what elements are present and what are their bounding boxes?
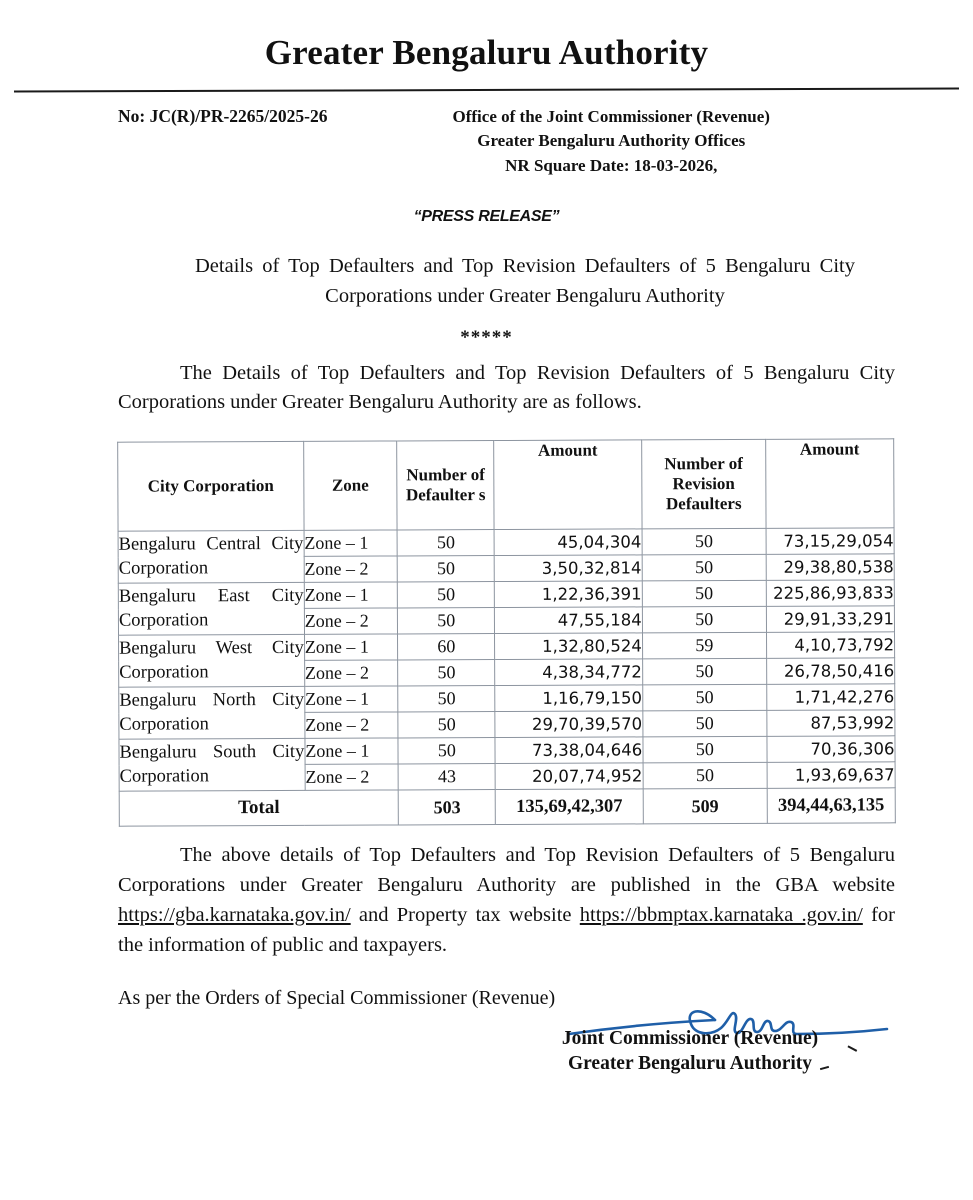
cell-amount-revision: 87,53,992: [767, 710, 895, 737]
cell-city-corporation: Bengaluru North City Corporation: [119, 686, 305, 739]
cell-number-of-defaulters: 50: [397, 556, 494, 582]
cell-number-of-revision-defaulters: 50: [642, 554, 766, 581]
column-header-amount: Amount: [494, 440, 642, 530]
cell-amount: 45,04,304: [494, 529, 641, 556]
closing-text-part-3: for the information of public and taxpayers.: [118, 903, 895, 956]
cell-zone: Zone – 2: [305, 712, 399, 738]
cell-number-of-revision-defaulters: 50: [642, 528, 766, 555]
defaulters-table: [117, 438, 896, 826]
cell-amount: 20,07,74,952: [496, 763, 643, 790]
cell-number-of-defaulters: 50: [397, 582, 494, 608]
masthead: [0, 0, 973, 73]
cell-zone: Zone – 1: [305, 686, 399, 712]
cell-number-of-defaulters: 50: [398, 686, 495, 712]
cell-city-corporation: Bengaluru Central City Corporation: [118, 530, 304, 583]
cell-city-corporation: Bengaluru East City Corporation: [118, 582, 304, 635]
table-body: [118, 528, 895, 826]
column-header-number-of-revision-defaulters: Number of Revision Defaulters: [641, 439, 766, 529]
cell-number-of-revision-defaulters: 50: [642, 658, 766, 685]
orders-line: As per the Orders of Special Commissioner (Revenue): [118, 986, 556, 1009]
closing-text-part-2: and Property tax website: [358, 903, 572, 926]
defaulters-table-container: [117, 438, 896, 826]
cell-zone: Zone – 2: [304, 660, 398, 686]
cell-amount: 73,38,04,646: [495, 737, 642, 764]
table-total-row: [119, 788, 895, 826]
signatory-organization: Greater Bengaluru Authority: [567, 1053, 813, 1075]
cell-total-label: Total: [119, 790, 398, 826]
cell-total-defaulters: 503: [398, 790, 495, 825]
table-row: [118, 580, 894, 609]
cell-total-revision-amount: 394,44,63,135: [767, 788, 895, 824]
cell-number-of-defaulters: 50: [398, 660, 495, 686]
cell-zone: Zone – 1: [304, 634, 398, 660]
cell-number-of-defaulters: 50: [398, 712, 495, 738]
reference-number: No: JC(R)/PR-2265/2025-26: [118, 105, 328, 126]
office-line-1: Office of the Joint Commissioner (Revenue): [452, 106, 770, 126]
cell-number-of-revision-defaulters: 50: [643, 736, 767, 763]
cell-amount-revision: 1,93,69,637: [767, 762, 895, 789]
table-head: [118, 439, 894, 531]
signatory-designation: Joint Commissioner (Revenue): [561, 1028, 819, 1049]
letterhead-meta: [0, 105, 973, 179]
cell-amount: 3,50,32,814: [495, 555, 642, 582]
cell-amount: 1,16,79,150: [495, 685, 642, 712]
cell-amount: 29,70,39,570: [495, 711, 642, 738]
table-header-row: [118, 439, 894, 531]
header-divider: [14, 87, 959, 92]
press-release-label: “PRESS RELEASE”: [413, 208, 560, 226]
cell-number-of-defaulters: 60: [398, 634, 495, 660]
signature-block: [520, 1026, 860, 1077]
cell-number-of-revision-defaulters: 59: [642, 632, 766, 659]
table-row: [119, 632, 895, 661]
property-tax-website-link[interactable]: https://bbmptax.karnataka .gov.in/: [579, 903, 863, 926]
table-row: [118, 528, 894, 557]
cell-amount-revision: 70,36,306: [767, 736, 895, 763]
cell-zone: Zone – 2: [304, 608, 398, 634]
subject-line: Details of Top Defaulters and Top Revision Defaulters of 5 Bengaluru City Corporations under Greater Bengaluru Authority: [195, 255, 855, 307]
cell-amount-revision: 29,91,33,291: [766, 606, 894, 633]
cell-zone: Zone – 1: [304, 582, 398, 608]
office-line-3: NR Square Date: 18-03-2026,: [505, 155, 718, 175]
cell-amount-revision: 225,86,93,833: [766, 580, 894, 607]
column-header-city-corporation: City Corporation: [118, 441, 304, 531]
cell-amount: 1,32,80,524: [495, 633, 642, 660]
star-separator: *****: [460, 326, 513, 348]
table-row: [119, 684, 895, 713]
cell-number-of-revision-defaulters: 50: [642, 580, 766, 607]
office-line-2: Greater Bengaluru Authority Offices: [477, 131, 746, 151]
cell-number-of-revision-defaulters: 50: [642, 606, 766, 633]
page-title: Greater Bengaluru Authority: [264, 33, 709, 72]
intro-paragraph: The Details of Top Defaulters and Top Revision Defaulters of 5 Bengaluru City Corporations under Greater Bengaluru Authority are as follows.: [118, 361, 895, 414]
cell-amount-revision: 29,38,80,538: [766, 554, 894, 581]
gba-website-link[interactable]: https://gba.karnataka.gov.in/: [118, 903, 351, 926]
closing-paragraph: [118, 841, 895, 961]
cell-number-of-revision-defaulters: 50: [642, 684, 766, 711]
cell-amount: 4,38,34,772: [495, 659, 642, 686]
cell-total-amount: 135,69,42,307: [496, 789, 643, 825]
cell-number-of-defaulters: 50: [398, 738, 495, 764]
column-header-zone: Zone: [303, 441, 397, 530]
office-address: [327, 105, 895, 179]
cell-city-corporation: Bengaluru South City Corporation: [119, 738, 305, 791]
cell-number-of-defaulters: 50: [398, 608, 495, 634]
closing-text-part-1: The above details of Top Defaulters and Top Revision Defaulters of 5 Bengaluru Corporations under Greater Bengaluru Authority are published in the GBA website: [118, 844, 895, 896]
cell-amount: 1,22,36,391: [495, 581, 642, 608]
cell-number-of-revision-defaulters: 50: [643, 762, 767, 789]
cell-amount-revision: 1,71,42,276: [767, 684, 895, 711]
cell-number-of-defaulters: 43: [398, 764, 495, 790]
cell-total-revision-defaulters: 509: [643, 788, 767, 824]
cell-number-of-defaulters: 50: [397, 530, 494, 556]
cell-amount-revision: 26,78,50,416: [767, 658, 895, 685]
cell-zone: Zone – 2: [305, 764, 399, 790]
cell-zone: Zone – 1: [304, 530, 398, 556]
cell-city-corporation: Bengaluru West City Corporation: [119, 634, 305, 687]
column-header-number-of-defaulters: Number of Defaulter s: [397, 441, 495, 530]
cell-amount: 47,55,184: [495, 607, 642, 634]
cell-zone: Zone – 2: [304, 556, 398, 582]
cell-amount-revision: 4,10,73,792: [766, 632, 894, 659]
cell-number-of-revision-defaulters: 50: [643, 710, 767, 737]
cell-zone: Zone – 1: [305, 738, 399, 764]
column-header-amount-revision: Amount: [766, 439, 894, 529]
table-row: [119, 736, 895, 765]
cell-amount-revision: 73,15,29,054: [766, 528, 894, 555]
